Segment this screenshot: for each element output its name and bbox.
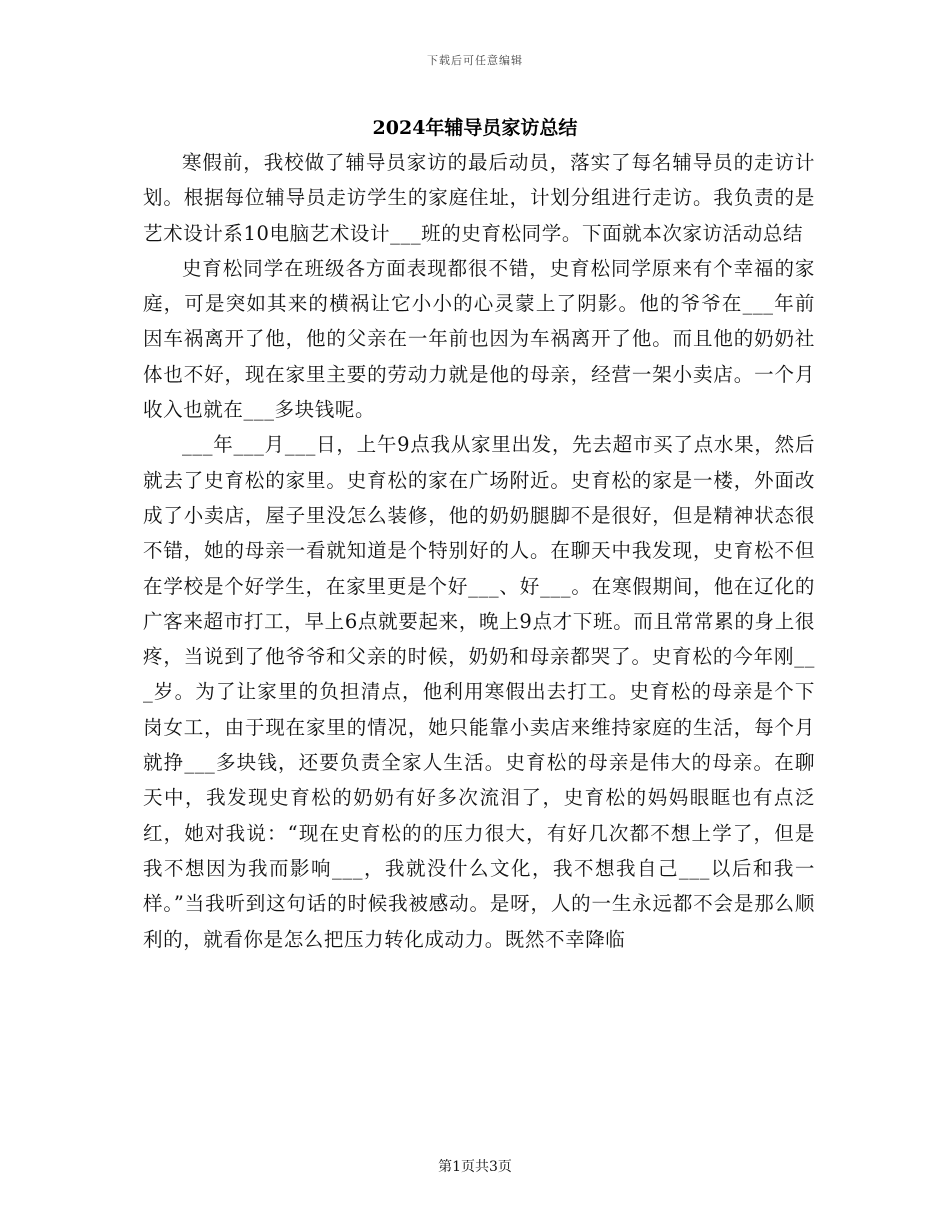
page-number: 第1页共3页: [438, 1159, 512, 1175]
document-body: [143, 145, 815, 957]
paragraph-2: 史育松同学在班级各方面表现都很不错，史育松同学原来有个幸福的家庭，可是突如其来的横祸让它小小的心灵蒙上了阴影。他的爷爷在___年前因车祸离开了他，他的父亲在一年前也因为车祸离开了他。而且他的奶奶社体也不好，现在家里主要的劳动力就是他的母亲，经营一架小卖店。一个月收入也就在___多块钱呢。: [143, 256, 815, 422]
paragraph-3: ___年___月___日，上午9点我从家里出发，先去超市买了点水果，然后就去了史育松的家里。史育松的家在广场附近。史育松的家是一楼，外面改成了小卖店，屋子里没怎么装修，他的奶奶腿脚不是很好，但是精神状态很不错，她的母亲一看就知道是个特别好的人。在聊天中我发现，史育松不但在学校是个好学生，在家里更是个好___、好___。在寒假期间，他在辽化的广客来超市打工，早上6点就要起来，晚上9点才下班。而且常常累的身上很疼，当说到了他爷爷和父亲的时候，奶奶和母亲都哭了。史育松的今年刚___岁。为了让家里的负担清点，他利用寒假出去打工。史育松的母亲是个下岗女工，由于现在家里的情况，她只能靠小卖店来维持家庭的生活，每个月就挣___多块钱，还要负责全家人生活。史育松的母亲是伟大的母亲。在聊天中，我发现史育松的奶奶有好多次流泪了，史育松的妈妈眼眶也有点泛红，她对我说：“现在史育松的的压力很大，有好几次都不想上学了，但是我不想因为我而影响___，我就没什么文化，我不想我自己___以后和我一样。”当我听到这句话的时候我被感动。是呀，人的一生永远都不会是那么顺利的，就看你是怎么把压力转化成动力。既然不幸降临: [143, 433, 815, 951]
header-note: 下载后可任意编辑: [427, 54, 523, 67]
paragraph-1: 寒假前，我校做了辅导员家访的最后动员，落实了每名辅导员的走访计划。根据每位辅导员走访学生的家庭住址，计划分组进行走访。我负责的是艺术设计系10电脑艺术设计___班的史育松同学。下面就本次家访活动总结: [143, 151, 815, 245]
document-title: 2024年辅导员家访总结: [372, 117, 578, 139]
